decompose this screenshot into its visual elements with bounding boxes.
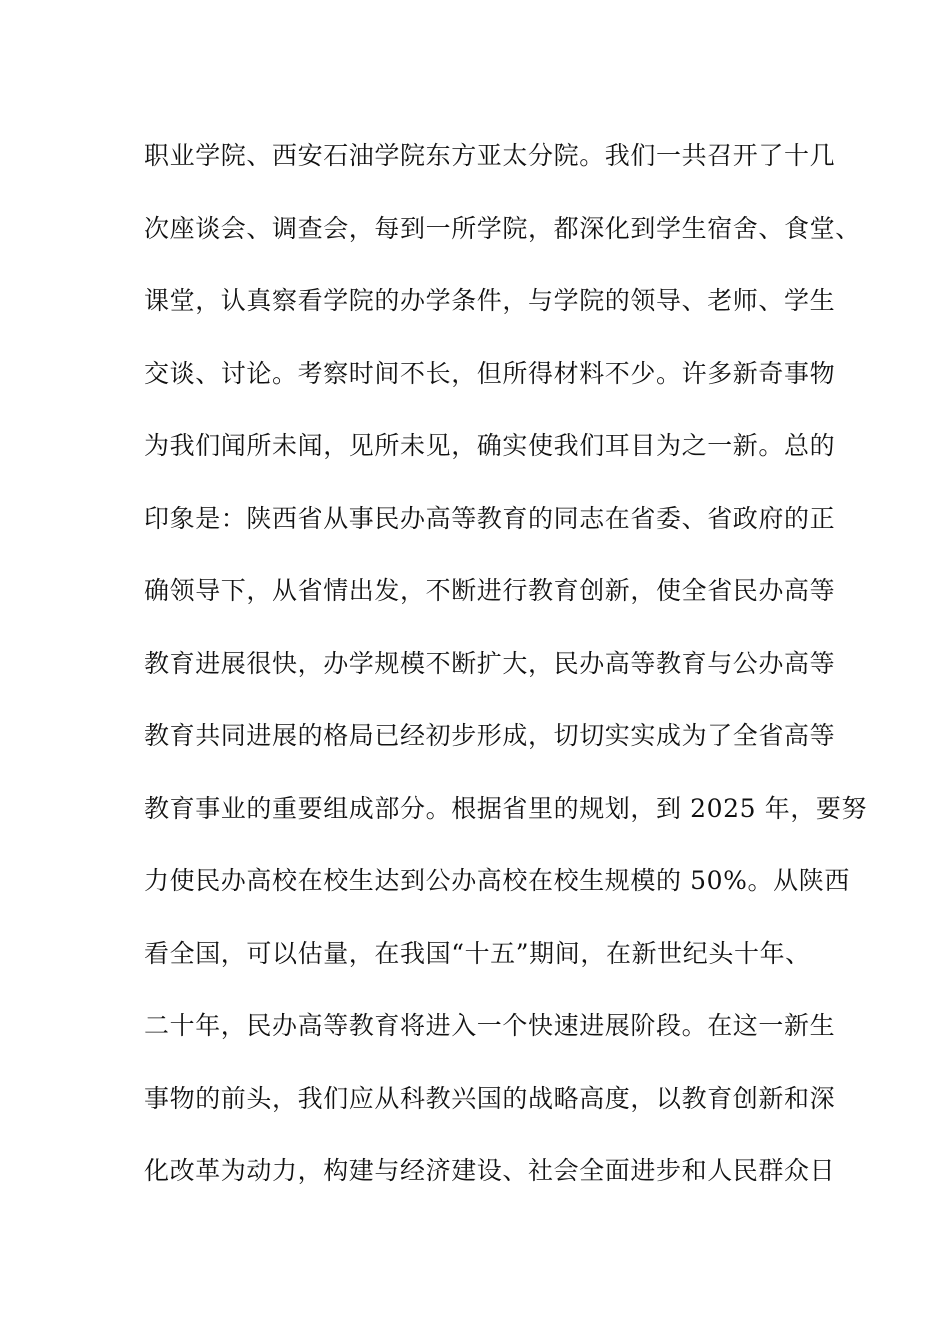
text-line: 次座谈会、调查会，每到一所学院，都深化到学生宿舍、食堂、 (144, 213, 861, 243)
text-line: 教育进展很快，办学规模不断扩大，民办高等教育与公办高等 (144, 648, 836, 678)
text-line: 教育事业的重要组成部分。根据省里的规划，到 2025 年，要努 (144, 793, 868, 823)
body-text (144, 132, 868, 1220)
text-line: 教育共同进展的格局已经初步形成，切切实实成为了全省高等 (144, 721, 836, 750)
text-line: 为我们闻所未闻，见所未见，确实使我们耳目为之一新。总的 (144, 431, 836, 460)
text-line: 交谈、讨论。考察时间不长，但所得材料不少。许多新奇事物 (144, 358, 836, 388)
text-line: 职业学院、西安石油学院东方亚太分院。我们一共召开了十几 (144, 141, 836, 170)
text-line: 力使民办高校在校生达到公办高校在校生规模的 50%。从陕西 (144, 866, 850, 895)
text-line: 事物的前头，我们应从科教兴国的战略高度，以教育创新和深 (144, 1083, 836, 1113)
text-line: 确领导下，从省情出发，不断进行教育创新，使全省民办高等 (144, 576, 836, 605)
text-line: 二十年，民办高等教育将进入一个快速进展阶段。在这一新生 (144, 1011, 836, 1040)
text-line: 化改革为动力，构建与经济建设、社会全面进步和人民群众日 (144, 1156, 836, 1185)
text-line: 印象是：陕西省从事民办高等教育的同志在省委、省政府的正 (144, 503, 836, 533)
text-line: 看全国，可以估量，在我国“十五”期间，在新世纪头十年、 (144, 938, 811, 968)
text-line: 课堂，认真察看学院的办学条件，与学院的领导、老师、学生 (144, 286, 836, 315)
